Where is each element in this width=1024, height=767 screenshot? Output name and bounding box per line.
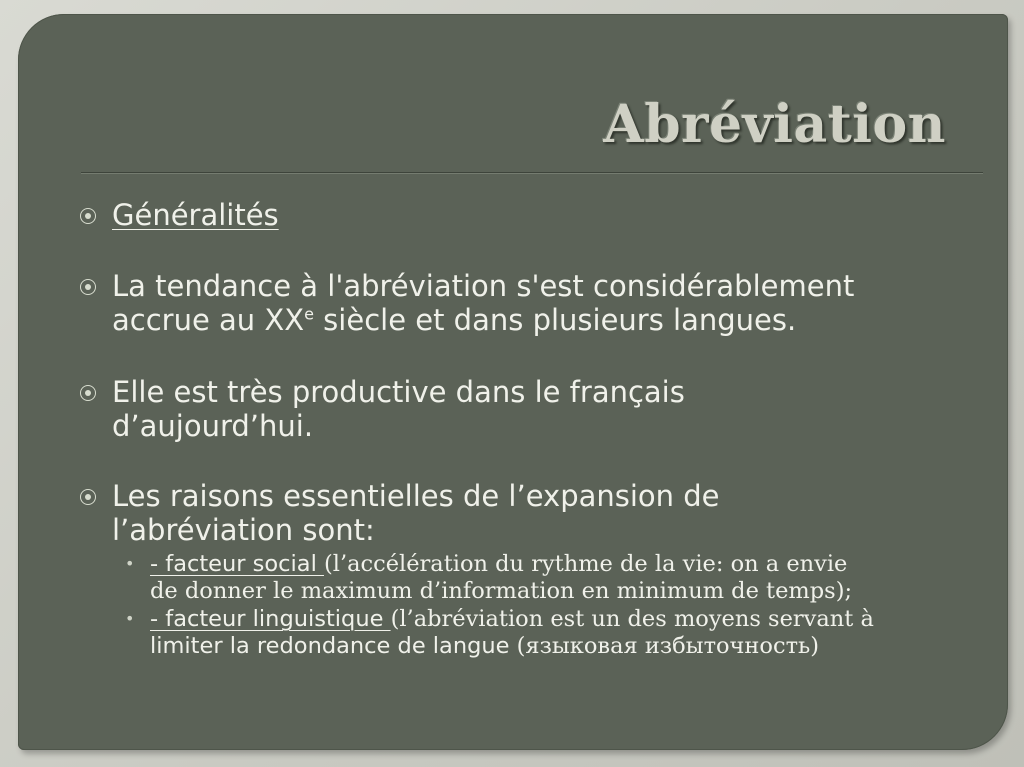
- sub-bullet-line: de donner le maximum d’information en minimum de temps);: [150, 578, 853, 604]
- bullet-productive: [80, 375, 1000, 443]
- circled-dot-icon: [80, 489, 96, 505]
- sub-bullet-list: [112, 551, 1000, 660]
- bullet-text-line: Elle est très productive dans le français: [112, 375, 685, 409]
- circled-dot-icon: [80, 385, 96, 401]
- sub-bullet-text: (языковая избыточность): [516, 633, 820, 659]
- bullet-raisons: [80, 479, 1000, 660]
- dot-icon: •: [125, 554, 135, 573]
- bullet-text-line: d’aujourd’hui.: [112, 409, 314, 443]
- bullet-text-line: l’abréviation sont:: [112, 513, 375, 547]
- bullet-generalites: [80, 198, 1000, 232]
- slide-content: [80, 198, 1000, 660]
- sub-bullet-line: [150, 633, 1000, 660]
- superscript: e: [304, 304, 314, 324]
- bullet-text: Généralités: [112, 198, 279, 232]
- sub-bullet-line: [150, 606, 1000, 633]
- sub-bullet-facteur-social: [112, 551, 1000, 605]
- dot-icon: •: [125, 609, 135, 628]
- sub-bullet-text: (l’abréviation est un des moyens servant à: [390, 606, 874, 632]
- sub-bullet-text: (l’accélération du rythme de la vie: on a envie: [323, 551, 848, 577]
- title-divider: [81, 172, 983, 174]
- circled-dot-icon: [80, 279, 96, 295]
- bullet-tendance: [80, 269, 1000, 337]
- sub-bullet-label: - facteur linguistique: [150, 606, 391, 632]
- circled-dot-icon: [80, 208, 96, 224]
- sub-bullet-text: limiter la redondance de langue: [150, 633, 517, 659]
- bullet-text-line: La tendance à l'abréviation s'est considérablement: [112, 269, 855, 303]
- bullet-text-line: [112, 303, 1000, 337]
- bullet-text-line: Les raisons essentielles de l’expansion de: [112, 479, 720, 513]
- sub-bullet-line: [150, 551, 1000, 578]
- sub-bullet-label: - facteur social: [150, 551, 324, 577]
- sub-bullet-facteur-linguistique: [112, 606, 1000, 660]
- slide-title: Abréviation: [603, 94, 946, 155]
- slide: [18, 14, 1008, 750]
- bullet-text-segment: accrue au XX: [112, 303, 305, 337]
- bullet-text-segment: siècle et dans plusieurs langues.: [313, 303, 797, 337]
